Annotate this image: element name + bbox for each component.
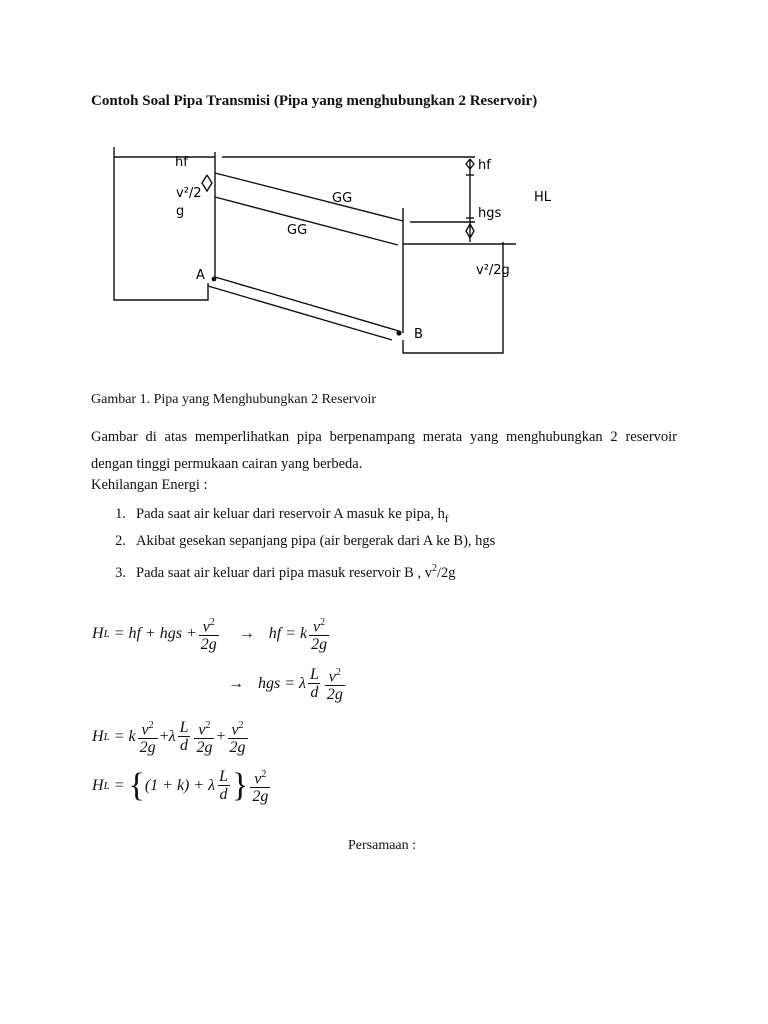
label-v2-2g-left-bottom: g [176, 204, 185, 219]
pipe-bottom [208, 286, 392, 340]
list-item: 2. Akibat gesekan sepanjang pipa (air bergerak dari A ke B), hgs [115, 533, 496, 549]
energy-loss-heading: Kehilangan Energi : [91, 477, 208, 493]
label-point-b: B [414, 327, 423, 342]
energy-grade-line [215, 173, 403, 221]
label-v2-2g-left-top: v²/2 [176, 186, 202, 201]
equation-hl-factored: H L = { (1 + k) + λ $\frac{L}{d}$ } $\frac{v^2}{2g}$ [92, 767, 269, 806]
label-v2-2g-right: v²/2g [476, 263, 510, 278]
figure-caption: Gambar 1. Pipa yang Menghubungkan 2 Reservoir [91, 392, 376, 407]
label-gg-upper: GG [332, 191, 353, 206]
reservoir-pipe-diagram [0, 130, 768, 370]
equation-hl-expanded: H L = k $\frac{v^2}{2g}$ + λ $\frac{L}{d}$ $\frac{v^2}{2g}$ + $\frac{v^2}{2g}$ [92, 719, 246, 757]
equation-hgs: → hgs = λ $\frac{L}{d}$ $\frac{v^2}{2g}$ [228, 666, 343, 704]
list-item: 3. Pada saat air keluar dari pipa masuk reservoir B , $v^2/2g$ [115, 563, 456, 581]
equation-hl-sum: H L = hf + hgs + $\frac{v^2}{2g}$ → hf = k $\frac{v^2}{2g}$ [92, 617, 328, 654]
label-gg-lower: GG [287, 223, 308, 238]
energy-loss-list [91, 501, 495, 582]
list-item: 1. Pada saat air keluar dari reservoir A masuk ke pipa, $h_f$ [115, 506, 449, 525]
pipe-top [215, 277, 399, 331]
label-hf-left: hf [175, 155, 188, 170]
label-hgs: hgs [478, 206, 502, 221]
page-title: Contoh Soal Pipa Transmisi (Pipa yang menghubungkan 2 Reservoir) [91, 93, 538, 109]
label-hf-right: hf [478, 158, 491, 173]
persamaan-label: Persamaan : [348, 838, 417, 853]
description-paragraph: Gambar di atas memperlihatkan pipa berpenampang merata yang menghubungkan 2 reservoir dengan tinggi permukaan cairan yang berbeda. [91, 429, 677, 472]
reservoir-a-outline [114, 147, 208, 300]
label-hl: HL [534, 190, 552, 205]
label-point-a: A [196, 268, 205, 283]
